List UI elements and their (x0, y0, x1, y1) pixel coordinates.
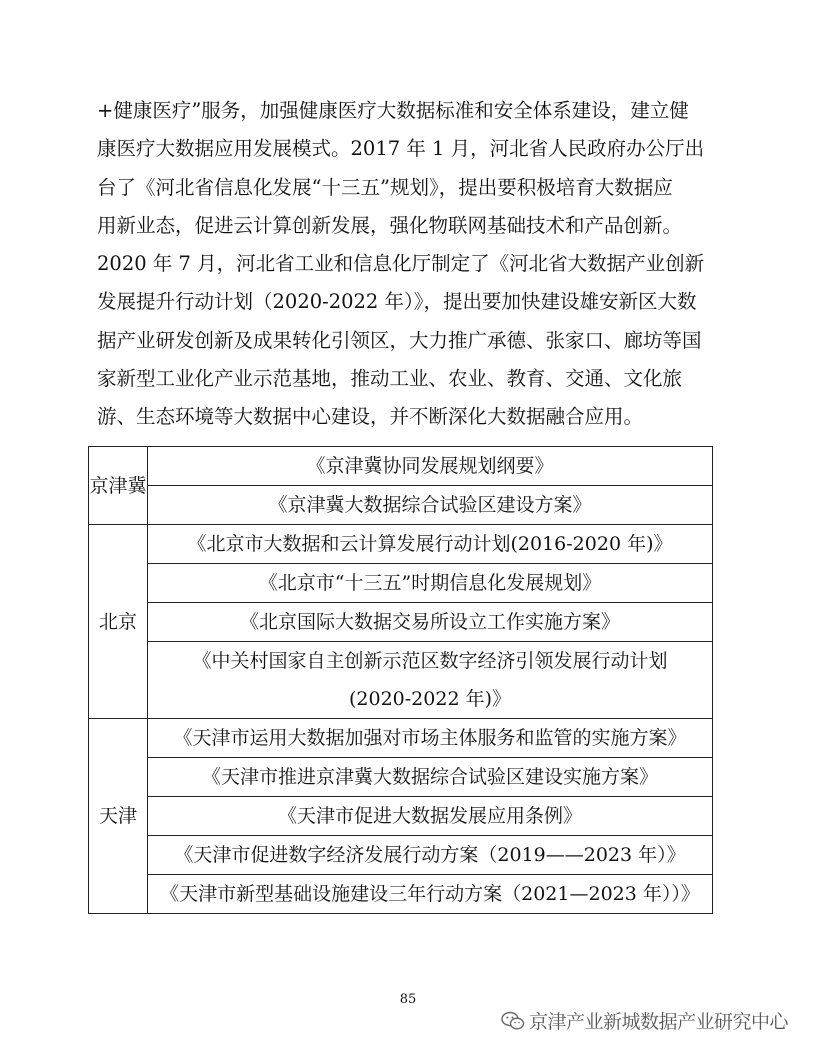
policy-cell: 《天津市推进京津冀大数据综合试验区建设实施方案》 (148, 758, 713, 797)
table-row (89, 797, 713, 836)
policy-line: 《中关村国家自主创新示范区数字经济引领发展行动计划 (192, 650, 668, 672)
table-row (89, 719, 713, 758)
body-paragraph (97, 92, 719, 437)
paragraph-line: 发展提升行动计划（2020-2022 年）》，提出要加快建设雄安新区大数 (97, 290, 697, 314)
paragraph-line: 家新型工业化产业示范基地，推动工业、农业、教育、交通、文化旅 (97, 367, 683, 391)
policy-cell: 《北京市“十三五”时期信息化发展规划》 (148, 564, 713, 603)
table-row (89, 486, 713, 525)
table-row (89, 447, 713, 486)
policy-cell (148, 642, 713, 719)
policy-cell: 《天津市促进数字经济发展行动方案（2019——2023 年）》 (148, 836, 713, 875)
region-cell-jingjinji: 京津冀 (89, 447, 148, 525)
policy-cell: 《天津市运用大数据加强对市场主体服务和监管的实施方案》 (148, 719, 713, 758)
region-cell-beijing: 北京 (89, 525, 148, 719)
table-row (89, 564, 713, 603)
policy-cell: 《天津市促进大数据发展应用条例》 (148, 797, 713, 836)
table-row (89, 642, 713, 719)
table-row (89, 603, 713, 642)
paragraph-line: 用新业态，促进云计算创新发展，强化物联网基础技术和产品创新。 (97, 213, 683, 237)
paragraph-line: 台了《河北省信息化发展“十三五”规划》，提出要积极培育大数据应 (97, 175, 673, 199)
policy-cell: 《北京市大数据和云计算发展行动计划(2016-2020 年)》 (148, 525, 713, 564)
table-row (89, 836, 713, 875)
policy-cell: 《京津冀大数据综合试验区建设方案》 (148, 486, 713, 525)
table-row (89, 525, 713, 564)
paragraph-line: 2020 年 7 月，河北省工业和信息化厅制定了《河北省大数据产业创新 (97, 252, 705, 276)
policy-table (88, 446, 713, 914)
paragraph-line: 游、生态环境等大数据中心建设，并不断深化大数据融合应用。 (97, 405, 644, 429)
table-row (89, 875, 713, 914)
policy-cell: 《天津市新型基础设施建设三年行动方案（2021—2023 年））》 (148, 875, 713, 914)
policy-cell: 《北京国际大数据交易所设立工作实施方案》 (148, 603, 713, 642)
paragraph-line: 康医疗大数据应用发展模式。2017 年 1 月，河北省人民政府办公厅出 (97, 137, 705, 161)
wechat-icon (501, 1011, 525, 1031)
table-row (89, 758, 713, 797)
paragraph-line: +健康医疗”服务，加强健康医疗大数据标准和安全体系建设，建立健 (97, 99, 689, 122)
watermark-text: 京津产业新城数据产业研究中心 (528, 1011, 788, 1033)
watermark (501, 1007, 788, 1034)
policy-cell: 《京津冀协同发展规划纲要》 (148, 447, 713, 486)
page-number: 85 (399, 992, 417, 1007)
paragraph-line: 据产业研发创新及成果转化引领区，大力推广承德、张家口、廊坊等国 (97, 328, 702, 352)
policy-line: (2020-2022 年)》 (349, 688, 511, 710)
region-cell-tianjin: 天津 (89, 719, 148, 914)
